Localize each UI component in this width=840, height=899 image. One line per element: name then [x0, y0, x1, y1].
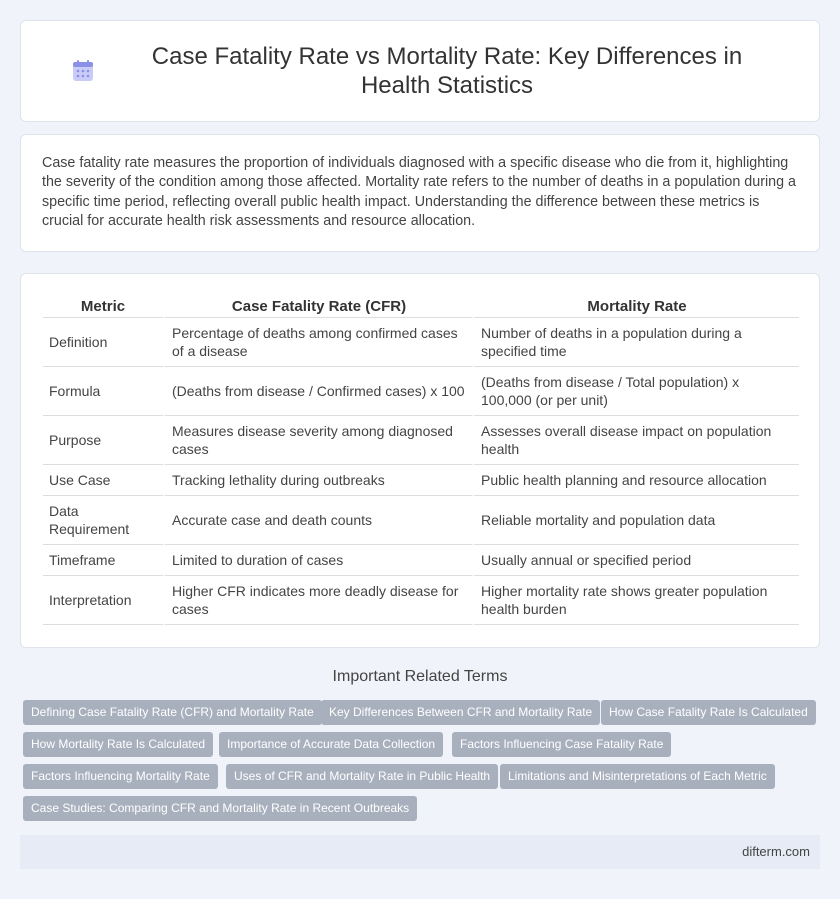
calendar-icon	[70, 58, 96, 84]
related-term-tag[interactable]: How Mortality Rate Is Calculated	[23, 732, 213, 757]
related-term-tag[interactable]: Uses of CFR and Mortality Rate in Public Health	[226, 764, 498, 789]
cell-cfr: (Deaths from disease / Confirmed cases) x 100	[163, 367, 472, 416]
cell-cfr: Measures disease severity among diagnosed cases	[163, 416, 472, 465]
comparison-table	[43, 294, 799, 625]
header-metric: Metric	[43, 294, 163, 318]
related-term-tag[interactable]: Key Differences Between CFR and Mortality Rate	[321, 700, 600, 725]
cell-mortality: (Deaths from disease / Total population) x 100,000 (or per unit)	[472, 367, 799, 416]
cell-cfr: Percentage of deaths among confirmed cases of a disease	[163, 318, 472, 367]
related-term-tag[interactable]: Limitations and Misinterpretations of Each Metric	[500, 764, 775, 789]
footer-site-link[interactable]: difterm.com	[742, 844, 810, 859]
related-terms-heading: Important Related Terms	[332, 668, 508, 685]
cell-mortality: Assesses overall disease impact on population health	[472, 416, 799, 465]
cell-cfr: Accurate case and death counts	[163, 496, 472, 545]
cell-cfr: Tracking lethality during outbreaks	[163, 465, 472, 496]
related-term-tag[interactable]: Factors Influencing Mortality Rate	[23, 764, 218, 789]
header-cfr: Case Fatality Rate (CFR)	[163, 294, 472, 318]
table-header-row	[43, 294, 799, 318]
cell-metric: Data Requirement	[43, 496, 163, 545]
cell-metric: Definition	[43, 318, 163, 367]
cell-mortality: Higher mortality rate shows greater population health burden	[472, 576, 799, 625]
table-row	[43, 496, 799, 545]
table-row	[43, 576, 799, 625]
cell-mortality: Reliable mortality and population data	[472, 496, 799, 545]
intro-card	[20, 134, 820, 252]
cell-cfr: Limited to duration of cases	[163, 545, 472, 576]
cell-metric: Formula	[43, 367, 163, 416]
table-row	[43, 545, 799, 576]
footer	[20, 835, 820, 869]
title-card	[20, 20, 820, 122]
related-term-tag[interactable]: Case Studies: Comparing CFR and Mortality Rate in Recent Outbreaks	[23, 796, 417, 821]
cell-cfr: Higher CFR indicates more deadly disease for cases	[163, 576, 472, 625]
cell-metric: Use Case	[43, 465, 163, 496]
cell-metric: Purpose	[43, 416, 163, 465]
related-term-tag[interactable]: How Case Fatality Rate Is Calculated	[601, 700, 816, 725]
cell-metric: Interpretation	[43, 576, 163, 625]
related-term-tag[interactable]: Defining Case Fatality Rate (CFR) and Mortality Rate	[23, 700, 322, 725]
comparison-table-card	[20, 273, 820, 648]
related-term-tag[interactable]: Importance of Accurate Data Collection	[219, 732, 443, 757]
table-row	[43, 465, 799, 496]
intro-paragraph: Case fatality rate measures the proportion of individuals diagnosed with a specific disease who die from it, highlighting the severity of the condition among those affected. Mortality rate refers to the number of deaths in a population during a specific time period, reflecting overall public health impact. Understanding the difference between these metrics is crucial for accurate health risk assessments and resource allocation.	[42, 155, 796, 229]
page-title: Case Fatality Rate vs Mortality Rate: Key Differences in Health Statistics	[151, 43, 743, 99]
table-row	[43, 416, 799, 465]
related-term-tag[interactable]: Factors Influencing Case Fatality Rate	[452, 732, 671, 757]
cell-mortality: Public health planning and resource allocation	[472, 465, 799, 496]
cell-mortality: Number of deaths in a population during a specified time	[472, 318, 799, 367]
table-row	[43, 367, 799, 416]
header-mortality: Mortality Rate	[472, 294, 799, 318]
cell-mortality: Usually annual or specified period	[472, 545, 799, 576]
table-row	[43, 318, 799, 367]
cell-metric: Timeframe	[43, 545, 163, 576]
